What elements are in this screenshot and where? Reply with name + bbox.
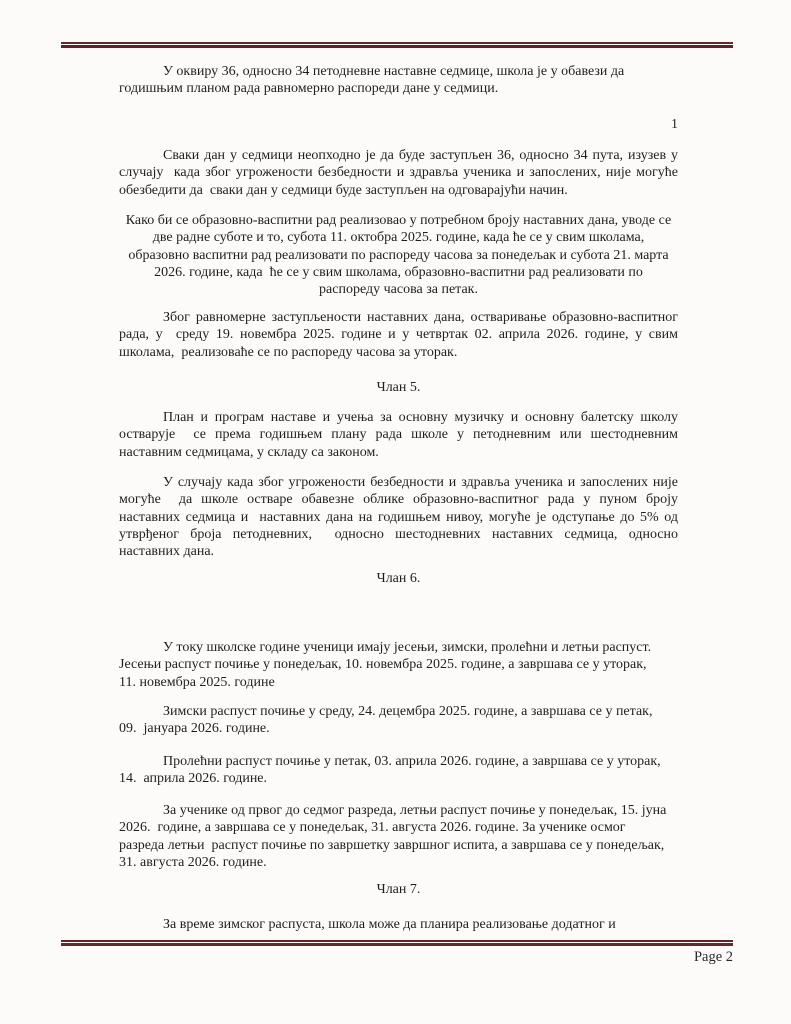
text-line: Пролећни распуст почиње у петак, 03. априла 2026. године, а завршава се у уторак, <box>163 754 661 769</box>
paragraph <box>119 474 678 560</box>
paragraph <box>119 63 678 98</box>
text-line: две радне суботе и то, субота 11. октобра 2025. године, када ће се у свим школама, <box>152 230 645 246</box>
text-line: 14. априла 2026. године. <box>119 771 268 787</box>
text-line: разреда летњи распуст почиње по завршетку завршног испита, а завршава се у понедељак, <box>119 837 665 853</box>
paragraph <box>119 147 678 199</box>
text-line: 1 <box>671 117 678 132</box>
text-line: обезбедити да сваки дан у седмици буде заступљен на одговарајући начин. <box>119 182 568 198</box>
text-line: 2026. године, а завршава се у понедељак, 31. августа 2026. године. За ученике осмог <box>119 820 626 836</box>
text-line: У случају када због угрожености безбедности и здравља ученика и запослених није <box>163 475 678 490</box>
text-line: 31. августа 2026. године. <box>119 854 267 870</box>
text-line: наставних седмица и наставних дана на годишњем нивоу, могуће је одступање до 5% од <box>119 509 678 525</box>
paragraph <box>119 212 678 298</box>
text-line: рада, у среду 19. новембра 2025. године и у четвртак 02. априла 2026. године, у свим <box>119 327 678 343</box>
text-line: Зимски распуст почиње у среду, 24. децембра 2025. године, а завршава се у петак, <box>163 704 653 719</box>
text-line: Због равномерне заступљености наставних дана, остваривање образовно-васпитног <box>163 310 678 325</box>
text-line: За време зимског распуста, школа може да планира реализовање додатног и <box>163 917 616 932</box>
text-line: случају када због угрожености безбедности и здравља ученика и запослених, није могуће <box>119 165 678 181</box>
text-line: Како би се образовно-васпитни рад реализовао у потребном броју наставних дана, уводе се <box>125 213 672 228</box>
paragraph <box>119 703 678 738</box>
text-line: Члан 5. <box>376 380 421 395</box>
paragraph <box>119 409 678 461</box>
text-line: остварује се према годишњем плану рада школе у петодневним или шестодневним <box>119 427 678 443</box>
text-line: У току школске године ученици имају јесењи, зимски, пролећни и летњи распуст. <box>163 640 652 655</box>
text-line: школама, реализоваће се по распореду часова за уторак. <box>119 344 458 360</box>
text-line: распореду часова за петак. <box>319 282 478 298</box>
article-heading <box>119 379 678 396</box>
text-line: Сваки дан у седмици неопходно је да буде заступљен 36, односно 34 пута, изузев у <box>163 148 678 163</box>
text-line: У оквиру 36, односно 34 петодневне наставне седмице, школа је у обавези да <box>163 64 625 79</box>
text-line: 09. јануара 2026. године. <box>119 721 270 737</box>
text-line: наставних дана. <box>119 544 215 560</box>
text-line: образовно васпитни рад реализовати по распореду часова за понедељак и субота 21. марта <box>128 247 669 263</box>
footer-page-number: Page 2 <box>693 949 733 965</box>
text-line: могуће да школе остваре обавезне облике образовно-васпитног рада у пуном броју <box>119 492 678 508</box>
text-line: За ученике од првог до седмог разреда, летњи распуст почиње у понедељак, 15. јуна <box>163 803 667 818</box>
text-line: Члан 7. <box>376 882 421 897</box>
article-heading <box>119 881 678 898</box>
page-number-marker <box>119 116 678 133</box>
text-line: годишњим планом рада равномерно распореди дане у седмици. <box>119 81 499 97</box>
text-line: 2026. године, када ће се у свим школама, образовно-васпитни рад реализовати по <box>154 264 643 280</box>
paragraph <box>119 916 678 933</box>
page-top-border <box>61 42 733 48</box>
text-line: Члан 6. <box>376 571 421 586</box>
paragraph <box>119 639 678 691</box>
paragraph <box>119 802 678 871</box>
text-line: 11. новембра 2025. године <box>119 674 275 690</box>
paragraph <box>119 753 678 788</box>
text-line: утврђеног броја петодневних, односно шестодневних наставних седмица, односно <box>119 526 678 542</box>
article-heading <box>119 570 678 587</box>
text-line: наставним седмицама, у складу са законом. <box>119 444 379 460</box>
text-line: План и програм наставе и учења за основну музичку и основну балетску школу <box>163 410 678 425</box>
paragraph <box>119 309 678 361</box>
text-line: Јесењи распуст почиње у понедељак, 10. новембра 2025. године, а завршава се у уторак, <box>119 657 647 673</box>
page-bottom-border <box>61 940 733 946</box>
